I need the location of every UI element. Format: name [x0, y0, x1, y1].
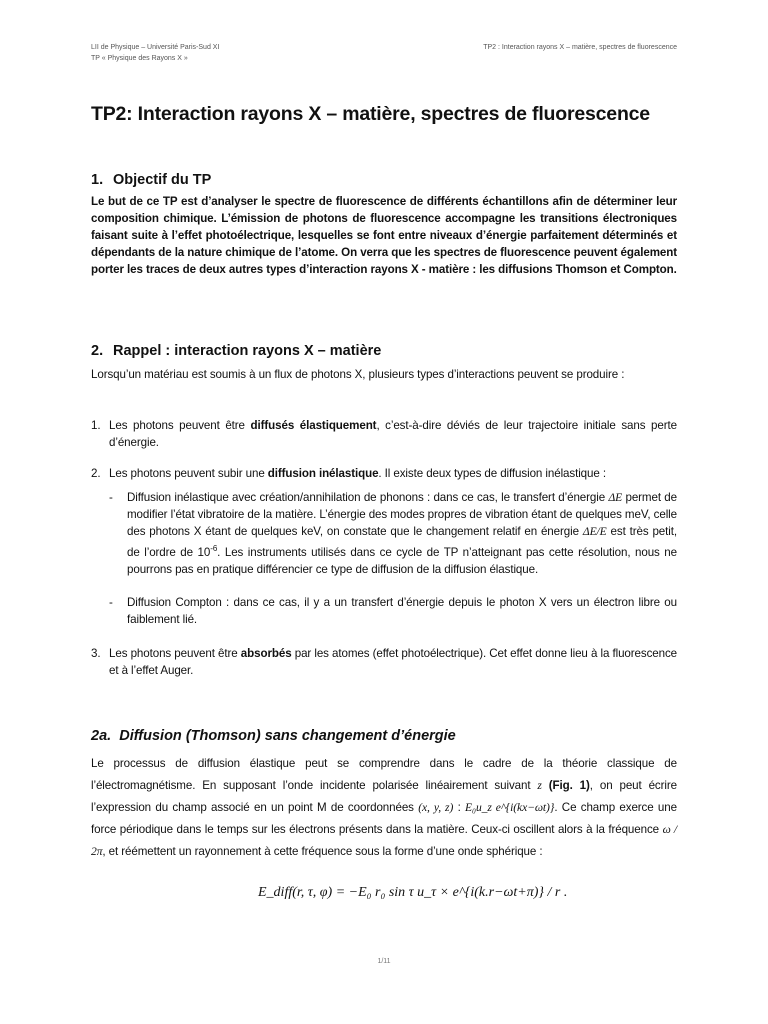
list-item-1-bold: diffusés élastiquement — [250, 419, 377, 432]
section-2a-title: Diffusion (Thomson) sans changement d’énergie — [119, 728, 456, 744]
list-item-3-text-a: Les photons peuvent être — [109, 647, 241, 660]
section-2a-text-b: , on peut écrire l’expression du champ associé en un point M de coordonnées — [91, 779, 677, 814]
section-2a-heading — [91, 728, 456, 744]
section-1-body: Le but de ce TP est d’analyser le spectre de fluorescence de différents échantillons afin de déterminer leur composition chimique. L’émission de photons de fluorescence accompagne les transitions électroniques faisant suite à l’effet photoélectrique, lesquelles se font entre niveaux d’énergie parfaitement déterminés et dépendants de la nature chimique de l’atome. On verra que les spectres de fluorescence peuvent également porter les traces de deux autres types d’interaction rayons X - matière : les diffusions Thomson et Compton. — [91, 195, 677, 276]
section-2a-text-d: . Ce champ exerce une force périodique dans le temps sur les électrons présents dans la matière. Ceux-ci oscillent alors à la fréquence — [91, 801, 677, 836]
figure-reference: (Fig. 1) — [541, 779, 590, 792]
sub-item-phonons — [109, 489, 677, 578]
incident-field-expression: E₀u_z e^{i(kx−ωt)} — [465, 801, 555, 814]
list-item-3-bold: absorbés — [240, 647, 292, 660]
header-course: TP « Physique des Rayons X » — [91, 55, 188, 62]
frequency-symbol: ω / 2π — [91, 823, 677, 858]
section-1-heading — [91, 172, 211, 188]
section-2a-text-e: , et réémettent un rayonnement à cette fréquence sous la forme d’une onde sphérique : — [102, 845, 543, 858]
sub-item-1-text-c: est très petit, de l’ordre de 10 — [127, 525, 677, 559]
list-item-2-bold: diffusion inélastique — [267, 467, 379, 480]
sub-item-1-text-a: Diffusion inélastique avec création/annihilation de phonons : dans ce cas, le transfert d’énergie — [127, 491, 609, 504]
section-2a-body — [91, 753, 677, 863]
delta-e-symbol: ΔE — [608, 491, 623, 504]
list-item-3 — [91, 645, 677, 679]
list-item-2-text-c: . Il existe deux types de diffusion inélastique : — [378, 467, 606, 480]
list-item-1-text-a: Les photons peuvent être — [109, 419, 251, 432]
section-1-title: Objectif du TP — [113, 172, 212, 188]
list-item-2-number: 2. — [91, 467, 101, 480]
diffused-field-equation: E_diff(r, τ, φ) = −E₀ r₀ sin τ u_τ × e^{i(k.r−ωt+π)} / r . — [258, 885, 568, 900]
exponent: -6 — [210, 544, 218, 553]
sub-item-dash-2: - — [109, 596, 113, 609]
list-item-1-text-c: , c’est-à-dire déviés de leur trajectoire initiale sans perte d’énergie. — [109, 419, 677, 449]
coordinates-symbol: (x, y, z) — [418, 801, 454, 814]
section-2-title: Rappel : interaction rayons X – matière — [113, 343, 382, 359]
section-2-number: 2. — [91, 343, 104, 359]
list-item-2-text-a: Les photons peuvent subir une — [109, 467, 268, 480]
sub-item-1-text-b: permet de modifier l’état vibratoire de la matière. L’énergie des modes propres de vibration étant de quelques meV, celle des photons X étant de quelques keV, on constate que le changement relatif en énergie — [127, 491, 677, 538]
section-2a-number: 2a. — [91, 728, 112, 744]
sub-item-compton — [109, 594, 677, 628]
sub-item-2-text: Diffusion Compton : dans ce cas, il y a un transfert d’énergie depuis le photon X vers un électron libre ou faiblement lié. — [127, 596, 677, 626]
z-axis-symbol: z — [537, 779, 542, 792]
header-institution: LII de Physique – Université Paris-Sud XI — [91, 44, 220, 51]
section-2-intro: Lorsqu’un matériau est soumis à un flux de photons X, plusieurs types d’interactions peuvent se produire : — [91, 368, 625, 381]
list-item-1 — [91, 417, 677, 451]
list-item-3-text-c: par les atomes (effet photoélectrique). Cet effet donne lieu à la fluorescence et à l’effet Auger. — [109, 647, 678, 677]
page-title: TP2: Interaction rayons X – matière, spectres de fluorescence — [91, 103, 650, 125]
list-item-3-number: 3. — [91, 647, 101, 660]
page-number: 1/11 — [377, 958, 391, 965]
list-item-1-number: 1. — [91, 419, 101, 432]
header-right — [483, 42, 677, 53]
section-1-number: 1. — [91, 172, 104, 188]
section-2-heading — [91, 343, 381, 359]
header-tp-title: TP2 : Interaction rayons X – matière, spectres de fluorescence — [483, 44, 677, 51]
list-item-2 — [91, 465, 677, 482]
header-left — [91, 42, 219, 64]
sub-item-dash: - — [109, 491, 113, 504]
section-2a-text-a: Le processus de diffusion élastique peut se comprendre dans le cadre de la théorie classique de l’électromagnétisme. En supposant l’onde incidente polarisée linéairement suivant — [91, 757, 677, 792]
section-2a-text-c: : — [453, 801, 466, 814]
sub-item-1-text-d: . Les instruments utilisés dans ce cycle de TP n’atteignant pas cette résolution, nous ne pourrons pas en pratique différencier ce type de diffusion de la diffusion élastique. — [127, 545, 677, 576]
delta-e-over-e-symbol: ΔE/E — [582, 525, 607, 538]
